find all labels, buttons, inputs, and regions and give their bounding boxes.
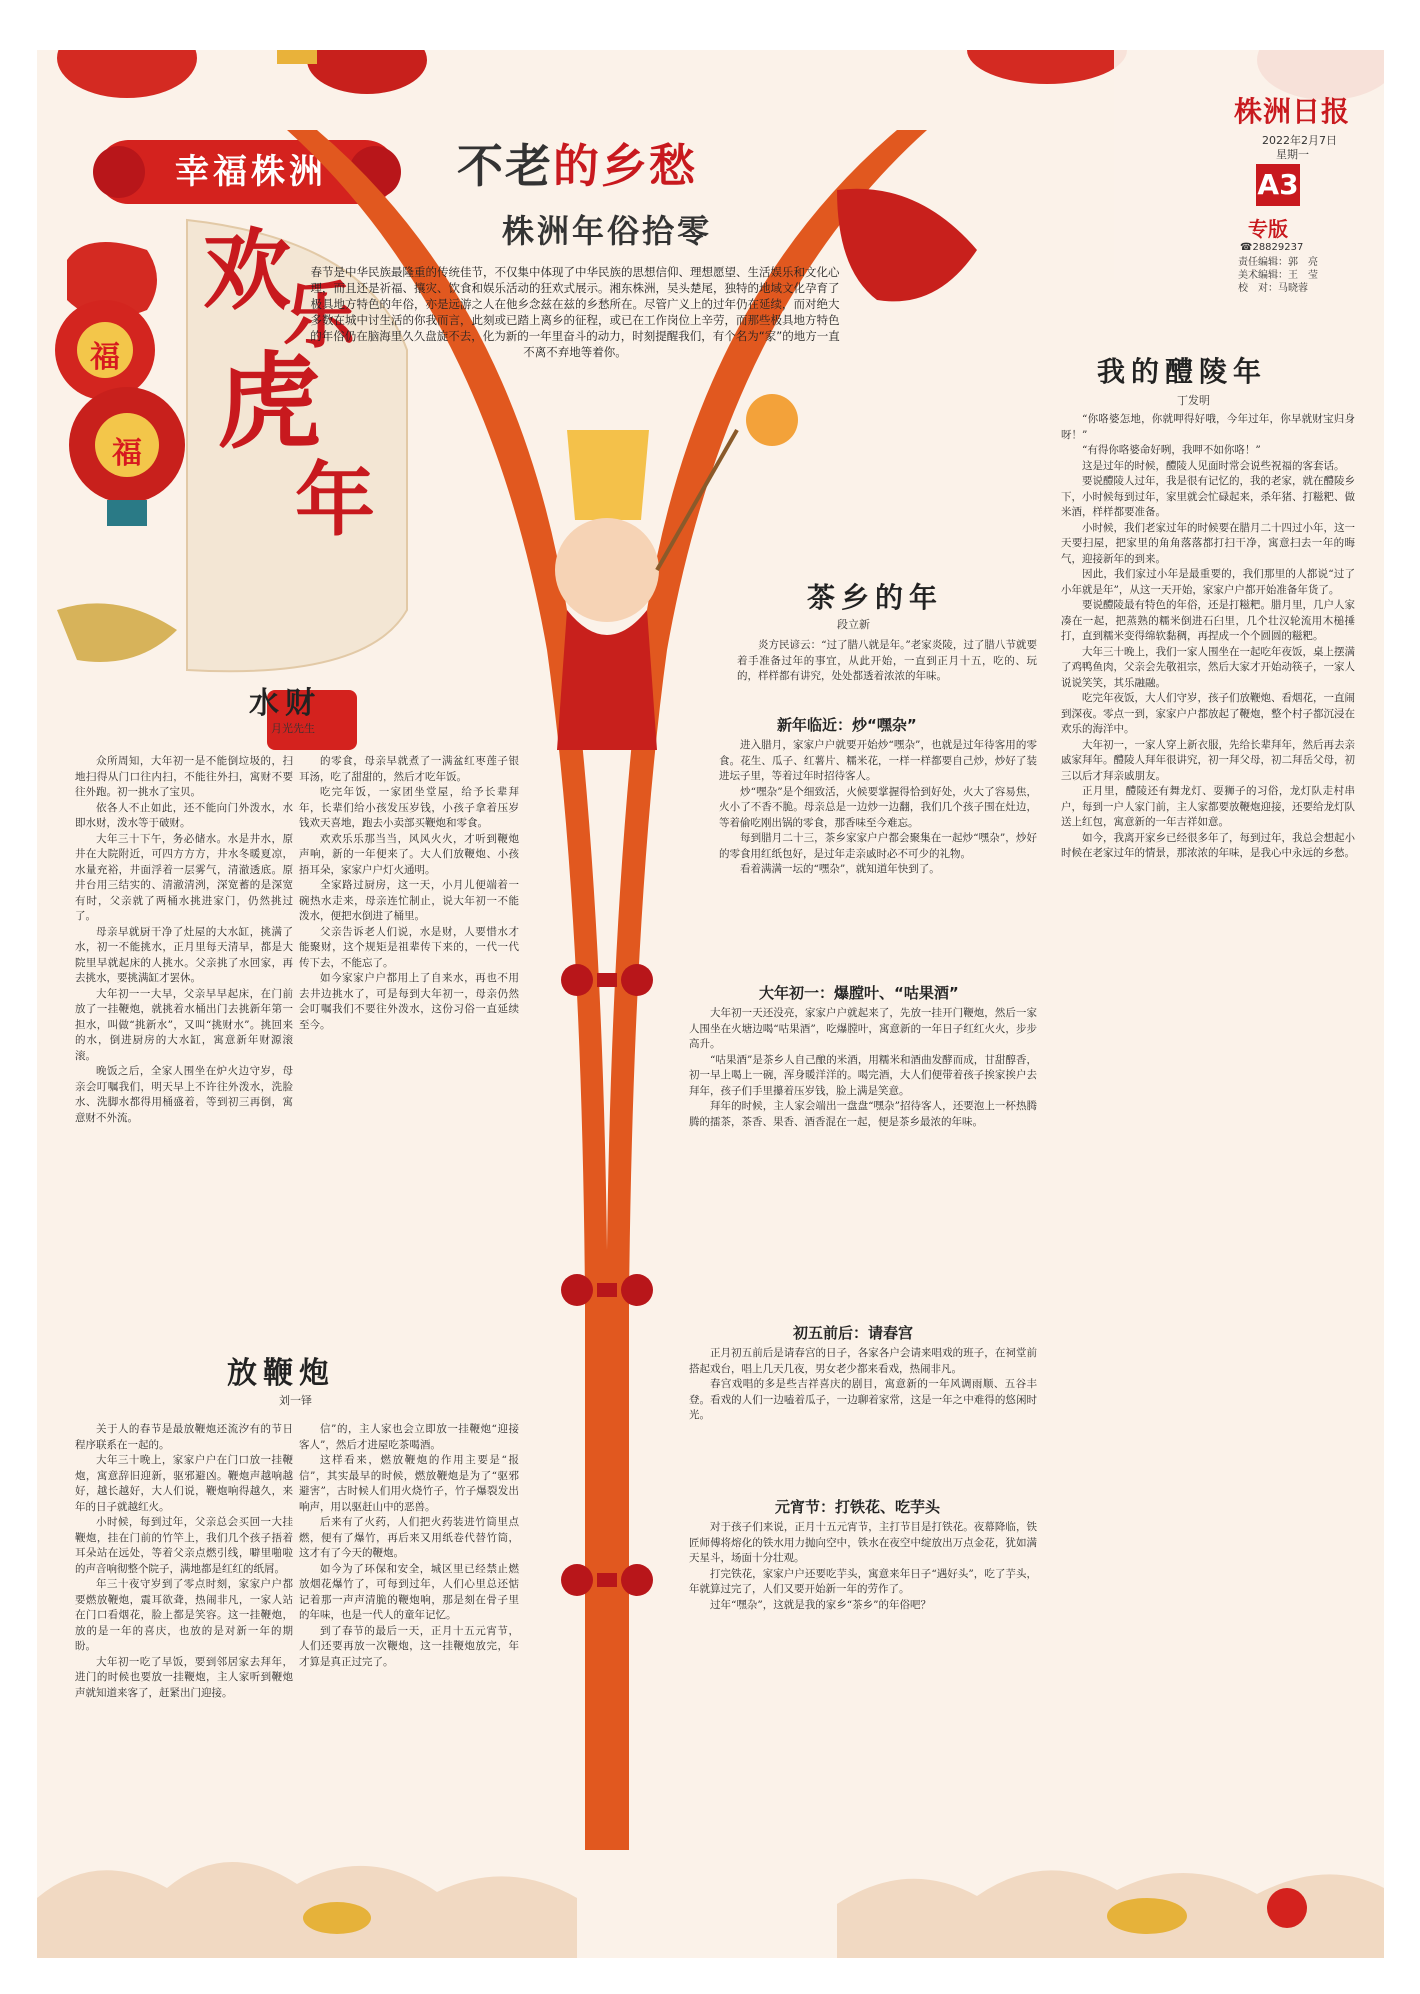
- paragraph: 吃完年饭，一家团坐堂屋，给予长辈拜年，长辈们给小孩发压岁钱，小孩子拿着压岁钱欢天喜地，跑去小卖部买鞭炮和零食。: [299, 786, 519, 829]
- paragraph: 要说醴陵最有特色的年俗，还是打糍粑。腊月里，几户人家凑在一起，把蒸熟的糯米倒进石臼里，几个壮汉轮流用木槌捶打，直到糯米变得绵软黏稠，再捏成一个个圆圆的糍粑。: [1061, 599, 1355, 642]
- paragraph: 大年三十晚上，家家户户在门口放一挂鞭炮，寓意辞旧迎新，驱邪避凶。鞭炮声越响越好，越长越好，大人们说，鞭炮响得越久，来年的日子就越红火。: [75, 1454, 293, 1513]
- feature-intro: 春节是中华民族最隆重的传统佳节，不仅集中体现了中华民族的思想信仰、理想愿望、生活娱乐和文化心理，而且还是祈福、攘灾、饮食和娱乐活动的狂欢式展示。湘东株洲，吴头楚尾，独特的地域文化孕育了极具地方特色的年俗，亦是远游之人在他乡念兹在兹的乡愁所在。尽管广义上的过年仍在延续，而对绝大多数在城中讨生活的你我而言，此刻或已踏上离乡的征程，或已在工作岗位上辛劳，而那些极具地方特色的年俗仍在脑海里久久盘旋不去，化为新的一年里奋斗的动力，时刻提醒我们，有个名为“家”的地方一直不离不弃地等着你。: [310, 265, 840, 359]
- paragraph: 年三十夜守岁到了零点时刻，家家户户都要燃放鞭炮，震耳欲聋，热闹非凡，一家人站在门口看烟花，脸上都是笑容。这一挂鞭炮，放的是一年的喜庆，也放的是对新一年的期盼。: [75, 1578, 293, 1652]
- chaxiang-section-1: [719, 738, 1037, 970]
- shuicai-column-2: [299, 754, 519, 1336]
- byline-liling: 丁发明: [1177, 394, 1210, 407]
- fu-char-2: 福: [112, 436, 142, 471]
- paragraph: 大年三十晚上，我们一家人围坐在一起吃年夜饭，桌上摆满了鸡鸭鱼肉，父亲会先敬祖宗，然后大家才开始动筷子，一家人说说笑笑，其乐融融。: [1061, 645, 1355, 689]
- paragraph: 如今家家户户都用上了自来水，再也不用去井边挑水了，可是每到大年初一，母亲仍然会叮嘱我们不要往外泼水，这份习俗一直延续至今。: [299, 972, 519, 1031]
- paragraph: 如今，我离开家乡已经很多年了，每到过年，我总会想起小时候在老家过年的情景，那浓浓的年味，是我心中永远的乡愁。: [1061, 831, 1355, 859]
- paragraph: 每到腊月二十三，茶乡家家户户都会聚集在一起炒“嘿杂”，炒好的零食用红纸包好，是过年走亲戚时必不可少的礼物。: [719, 832, 1037, 860]
- paragraph: 这是过年的时候，醴陵人见面时常会说些祝福的客套话。: [1082, 459, 1345, 472]
- paragraph: 的零食，母亲早就煮了一满盆红枣莲子银耳汤，吃了甜甜的，然后才吃年饭。: [299, 755, 519, 783]
- banner-pill: 幸福株洲: [175, 152, 327, 192]
- paragraph: 父亲告诉老人们说，水是财，人要惜水才能聚财，这个规矩是祖辈传下来的，一代一代传下去，不能忘了。: [299, 925, 519, 969]
- paragraph: 小时候，我们老家过年的时候要在腊月二十四过小年，这一天要扫屋，把家里的角角落落都打扫干净，寓意扫去一年的晦气，迎接新年的到来。: [1061, 521, 1355, 565]
- paper-date: 2022年2月7日: [1262, 134, 1337, 147]
- paragraph: 大年初一天还没亮，家家户户就起来了，先放一挂开门鞭炮，然后一家人围坐在火塘边喝“咕果酒”，吃爆膛叶，寓意新的一年日子红红火火，步步高升。: [689, 1007, 1037, 1050]
- paragraph: 大年三十下午，务必储水。水是井水，原井在大院附近，可四方方方，井水冬暖夏凉，水量充裕，井面浮着一层雾气，清澈透底。原井台用三结实的、清澈清洌，深宽蓄的是深宽有时，父亲就了两桶水挑进家门，仍然挑过了。: [75, 832, 293, 922]
- paragraph: 如今为了环保和安全，城区里已经禁止燃放烟花爆竹了，可每到过年，人们心里总还惦记着那一声声清脆的鞭炮响，那是刻在骨子里的年味，也是一代人的童年记忆。: [299, 1562, 519, 1621]
- title-part-3: 乡愁: [601, 139, 697, 193]
- paragraph: “有得你咯婆命好咧，我呷不如你咯！”: [1082, 444, 1261, 456]
- article-title-liling: 我的醴陵年: [1097, 355, 1268, 388]
- paragraph: 到了春节的最后一天，正月十五元宵节，人们还要再放一次鞭炮，这一挂鞭炮放完，年才算是真正过完了。: [299, 1624, 519, 1668]
- byline-chaxiang: 段立新: [837, 618, 870, 631]
- paragraph: 吃完年夜饭，大人们守岁，孩子们放鞭炮、看烟花，一直闹到深夜。零点一到，家家户户都放起了鞭炮，整个村子都沉浸在欢乐的海洋中。: [1061, 692, 1355, 735]
- banner-char-3: 虎: [217, 340, 322, 463]
- paragraph: 众所周知，大年初一是不能倒垃圾的，扫地扫得从门口往内扫，不能往外扫，寓财不要往外跑。初一挑水了宝贝。: [75, 755, 293, 798]
- chaxiang-section-4: [689, 1520, 1037, 1760]
- chaxiang-section-2: [689, 1006, 1037, 1306]
- staff-proofreader: 校 对：马晓蓉: [1238, 283, 1308, 294]
- feature-subtitle: 株洲年俗拾零: [501, 212, 712, 250]
- banner-char-4: 年: [295, 453, 375, 547]
- paragraph: 正月里，醴陵还有舞龙灯、耍狮子的习俗，龙灯队走村串户，每到一户人家门前，主人家都要放鞭炮迎接，还要给龙灯队送上红包，寓意新的一年吉祥如意。: [1061, 785, 1355, 828]
- paragraph: 炎方民谚云：“过了腊八就是年。”老家炎陵，过了腊八节就要着手准备过年的事宜，从此开始，一直到正月十五，吃的、玩的，样样都有讲究，处处都透着浓浓的年味。: [737, 639, 1037, 682]
- staff-editor: 责任编辑：郭 亮: [1238, 257, 1318, 268]
- chaxiang-section-2-head: 大年初一：爆膛叶、“咕果酒”: [759, 984, 959, 1002]
- chaxiang-section-3: [689, 1346, 1037, 1486]
- banner-char-1: 欢: [203, 218, 292, 322]
- title-part-1: 不老: [457, 139, 553, 193]
- chaxiang-section-1-head: 新年临近：炒“嘿杂”: [777, 716, 917, 734]
- paragraph: 信”的，主人家也会立即放一挂鞭炮“迎接客人”，然后才进屋吃茶喝酒。: [299, 1423, 519, 1451]
- phone-number: ☎28829237: [1240, 242, 1304, 253]
- paragraph: 打完铁花，家家户户还要吃芋头，寓意来年日子“遇好头”，吃了芋头，年就算过完了，人们又要开始新一年的劳作了。: [689, 1567, 1037, 1595]
- paragraph: 这样看来，燃放鞭炮的作用主要是“报信”，其实最早的时候，燃放鞭炮是为了“驱邪避害”，古时候人们用火烧竹子，竹子爆裂发出响声，用以驱赶山中的恶兽。: [299, 1454, 519, 1513]
- paragraph: 关于人的春节是最放鞭炮还流汐有的节日程序联系在一起的。: [75, 1423, 293, 1451]
- paragraph: 因此，我们家过小年是最重要的，我们那里的人都说“过了小年就是年”，从这一天开始，家家户户都开始准备年货了。: [1061, 568, 1355, 596]
- article-title-chaxiang: 茶乡的年: [807, 581, 944, 614]
- paragraph: 进入腊月，家家户户就要开始炒“嘿杂”，也就是过年待客用的零食。花生、瓜子、红薯片、糯米花，一样一样都要自己炒，炒好了装进坛子里，等着过年时招待客人。: [719, 739, 1037, 782]
- newspaper-page: [37, 50, 1384, 1958]
- paragraph: 大年初一，一家人穿上新衣服，先给长辈拜年，然后再去亲戚家拜年。醴陵人拜年很讲究，初一拜父母，初二拜岳父母，初三以后才拜亲戚朋友。: [1061, 738, 1355, 782]
- banner-char-2: 乐: [283, 273, 356, 358]
- paragraph: 全家路过厨房，这一天，小月儿便端着一碗热水走来，母亲连忙制止，说大年初一不能泼水，便把水倒进了桶里。: [299, 879, 519, 922]
- feature-title: [457, 130, 697, 196]
- paragraph: 大年初一吃了早饭，要到邻居家去拜年，进门的时候也要放一挂鞭炮，主人家听到鞭炮声就知道来客了，赶紧出门迎接。: [75, 1655, 293, 1699]
- article-title-bianpao: 放鞭炮: [227, 1356, 335, 1391]
- paragraph: 正月初五前后是请春宫的日子，各家各户会请来唱戏的班子，在祠堂前搭起戏台，唱上几天几夜，男女老少都来看戏，热闹非凡。: [689, 1347, 1037, 1375]
- article-title-shuicai: 水财: [249, 686, 321, 721]
- page-number: A3: [1256, 164, 1300, 206]
- paragraph: 后来有了火药，人们把火药装进竹筒里点燃，便有了爆竹，再后来又用纸卷代替竹筒，这才有了今天的鞭炮。: [299, 1516, 519, 1559]
- paragraph: 依各人不止如此，还不能向门外泼水，水即水财，泼水等于破财。: [75, 801, 293, 829]
- paragraph: 要说醴陵人过年，我是很有记忆的，我的老家，就在醴陵乡下，小时候每到过年，家里就会忙碌起来，杀年猪、打糍粑、做米酒，样样都要准备。: [1061, 475, 1355, 518]
- paragraph: 欢欢乐乐那当当，风风火火，才听到鞭炮声响，新的一年便来了。大人们放鞭炮、小孩捂耳朵，家家户户灯火通明。: [299, 832, 519, 876]
- paragraph: 春宫戏唱的多是些吉祥喜庆的剧目，寓意新的一年风调雨顺、五谷丰登。看戏的人们一边嗑着瓜子，一边聊着家常，这是一年之中难得的悠闲时光。: [689, 1378, 1037, 1421]
- fu-char-1: 福: [90, 340, 120, 375]
- paragraph: 晚饭之后，全家人围坐在炉火边守岁，母亲会叮嘱我们，明天早上不许往外泼水，洗脸水、洗脚水都得用桶盛着，等到初三再倒，寓意财不外流。: [75, 1065, 293, 1124]
- shuicai-column-1: [75, 754, 293, 1336]
- paragraph: 过年“嘿杂”，这就是我的家乡“茶乡”的年俗吧？: [710, 1598, 931, 1611]
- special-label: 专版: [1248, 217, 1288, 241]
- paragraph: “你咯婆怎地，你就呷得好哦，今年过年，你早就财宝归身呀！”: [1061, 413, 1355, 441]
- chaxiang-lead: [737, 638, 1037, 708]
- byline-shuicai: 月光先生: [271, 722, 315, 735]
- chaxiang-section-3-head: 初五前后：请春宫: [793, 1324, 914, 1342]
- paragraph: 炒“嘿杂”是个细致活，火候要掌握得恰到好处，火大了容易焦，火小了不香不脆。母亲总是一边炒一边翻，我们几个孩子围在灶边，等着偷吃刚出锅的零食，那香味至今难忘。: [719, 785, 1037, 829]
- chaxiang-section-4-head: 元宵节：打铁花、吃芋头: [775, 1498, 941, 1516]
- liling-column: [1061, 412, 1355, 1764]
- title-part-2: 的: [553, 139, 601, 193]
- paragraph: 拜年的时候，主人家会端出一盘盘“嘿杂”招待客人，还要泡上一杯热腾腾的擂茶，茶香、果香、酒香混在一起，便是茶乡最浓的年味。: [689, 1100, 1037, 1128]
- paragraph: “咕果酒”是茶乡人自己酿的米酒，用糯米和酒曲发酵而成，甘甜醇香，初一早上喝上一碗，浑身暖洋洋的。喝完酒，大人们便带着孩子挨家挨户去拜年，孩子们手里攥着压岁钱，脸上满是笑意。: [689, 1053, 1037, 1097]
- paragraph: 小时候，每到过年，父亲总会买回一大挂鞭炮，挂在门前的竹竿上，我们几个孩子捂着耳朵站在远处，等着父亲点燃引线，噼里啪啦的声音响彻整个院子，满地都是红红的纸屑。: [75, 1516, 293, 1575]
- paragraph: 大年初一一大早，父亲早早起床，在门前放了一挂鞭炮，就挑着水桶出门去挑新年第一担水，叫做“挑新水”，又叫“挑财水”。挑回来的水，倒进厨房的大水缸，寓意新年财源滚滚。: [75, 987, 293, 1062]
- cloud-decoration-bottom: [37, 1808, 1384, 1958]
- paragraph: 看着满满一坛的“嘿杂”，就知道年快到了。: [740, 863, 940, 875]
- paragraph: 对于孩子们来说，正月十五元宵节，主打节目是打铁花。夜幕降临，铁匠师傅将熔化的铁水用力抛向空中，铁水在夜空中绽放出万点金花，犹如满天星斗，场面十分壮观。: [689, 1521, 1037, 1564]
- byline-bianpao: 刘一铎: [279, 1394, 312, 1407]
- paper-weekday: 星期一: [1276, 148, 1309, 161]
- paper-name: 株洲日报: [1234, 95, 1351, 128]
- paragraph: 母亲早就厨干净了灶屋的大水缸，挑满了水，初一不能挑水，正月里每天清早，都是大院里早就起床的人挑水。父亲挑了水回家，再去挑水，要挑满缸才罢休。: [75, 925, 293, 984]
- staff-art-editor: 美术编辑：王 莹: [1238, 270, 1318, 281]
